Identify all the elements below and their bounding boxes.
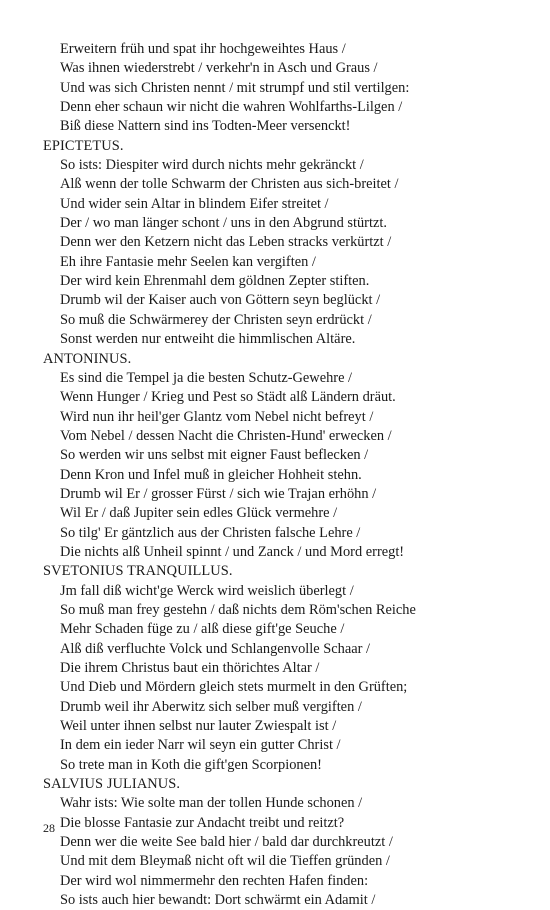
verse-line: Denn Kron und Infel muß in gleicher Hohheit stehn.: [60, 466, 362, 483]
verse-line: So werden wir uns selbst mit eigner Faust beflecken /: [60, 447, 369, 464]
verse-line: Drumb wil der Kaiser auch von Göttern seyn beglückt /: [60, 292, 381, 309]
verse-line: Und was sich Christen nennt / mit strumpf und stil vertilgen:: [60, 79, 410, 96]
verse-line: Sonst werden nur entweiht die himmlischen Altäre.: [60, 331, 356, 348]
verse-line: In dem ein ieder Narr wil seyn ein gutter Christ /: [60, 737, 341, 754]
verse-line: Und wider sein Altar in blindem Eifer streitet /: [60, 195, 329, 212]
verse-line: Es sind die Tempel ja die besten Schutz-Gewehre /: [60, 369, 353, 386]
speaker-name: EPICTETUS.: [43, 137, 124, 154]
verse-line: Die nichts alß Unheil spinnt / und Zanck / und Mord erregt!: [60, 543, 405, 560]
verse-line: Denn wer den Ketzern nicht das Leben stracks verkürtzt /: [60, 234, 392, 251]
verse-line: Weil unter ihnen selbst nur lauter Zwiespalt ist /: [60, 718, 337, 735]
verse-line: Vom Nebel / dessen Nacht die Christen-Hund' erwecken /: [60, 427, 392, 444]
verse-line: Eh ihre Fantasie mehr Seelen kan vergiften /: [60, 253, 316, 270]
verse-line: Drumb wil Er / grosser Fürst / sich wie Trajan erhöhn /: [60, 485, 377, 502]
verse-line: So tilg' Er gäntzlich aus der Christen falsche Lehre /: [60, 524, 361, 541]
verse-line: Und Dieb und Mördern gleich stets murmelt in den Grüften;: [60, 679, 408, 696]
speaker-name: SVETONIUS TRANQUILLUS.: [43, 563, 233, 580]
verse-line: Wahr ists: Wie solte man der tollen Hunde schonen /: [60, 795, 363, 812]
verse-line: Alß wenn der tolle Schwarm der Christen aus sich-breitet /: [60, 176, 399, 193]
verse-line: Was ihnen wiederstrebt / verkehr'n in Asch und Graus /: [60, 60, 378, 77]
verse-line: Erweitern früh und spat ihr hochgeweihtes Haus /: [60, 41, 346, 57]
verse-line: So trete man in Koth die gift'gen Scorpionen!: [60, 756, 322, 773]
verse-line: Mehr Schaden füge zu / alß diese gift'ge Seuche /: [60, 621, 345, 638]
verse-line: Drumb weil ihr Aberwitz sich selber muß vergiften /: [60, 698, 362, 715]
verse-text-block: [43, 40, 538, 910]
verse-line: So muß man frey gestehn / daß nichts dem Röm'schen Reiche: [60, 601, 416, 618]
verse-line: Die blosse Fantasie zur Andacht treibt und reitzt?: [60, 814, 345, 831]
verse-line: So muß die Schwärmerey der Christen seyn erdrückt /: [60, 311, 372, 328]
verse-line: Die ihrem Christus baut ein thörichtes Altar /: [60, 660, 320, 676]
verse-line: Alß diß verfluchte Volck und Schlangenvolle Schaar /: [60, 640, 370, 657]
verse-line: Der wird wol nimmermehr den rechten Hafen finden:: [60, 872, 369, 889]
verse-line: Denn eher schaun wir nicht die wahren Wohlfarths-Lilgen /: [60, 99, 403, 116]
verse-line: So ists: Diespiter wird durch nichts mehr gekränckt /: [60, 157, 364, 174]
verse-line: Denn wer die weite See bald hier / bald dar durchkreutzt /: [60, 834, 393, 851]
verse-line: Wil Er / daß Jupiter sein edles Glück vermehre /: [60, 505, 338, 522]
verse-line: So ists auch hier bewandt: Dort schwärmt ein Adamit /: [60, 892, 376, 909]
verse-line: Biß diese Nattern sind ins Todten-Meer versenckt!: [60, 118, 351, 135]
speaker-name: ANTONINUS.: [43, 350, 132, 367]
verse-line: Jm fall diß wicht'ge Werck wird weislich überlegt /: [60, 582, 354, 599]
verse-line: Wenn Hunger / Krieg und Pest so Städt alß Ländern dräut.: [60, 389, 396, 406]
verse-line: Und mit dem Bleymaß nicht oft wil die Tieffen gründen /: [60, 853, 390, 870]
verse-line: Der wird kein Ehrenmahl dem göldnen Zepter stiften.: [60, 273, 370, 290]
verse-line: Der / wo man länger schont / uns in den Abgrund stürtzt.: [60, 215, 387, 232]
speaker-name: SALVIUS JULIANUS.: [43, 776, 181, 793]
page-number: 28: [43, 821, 55, 835]
verse-line: Wird nun ihr heil'ger Glantz vom Nebel nicht befreyt /: [60, 408, 374, 425]
